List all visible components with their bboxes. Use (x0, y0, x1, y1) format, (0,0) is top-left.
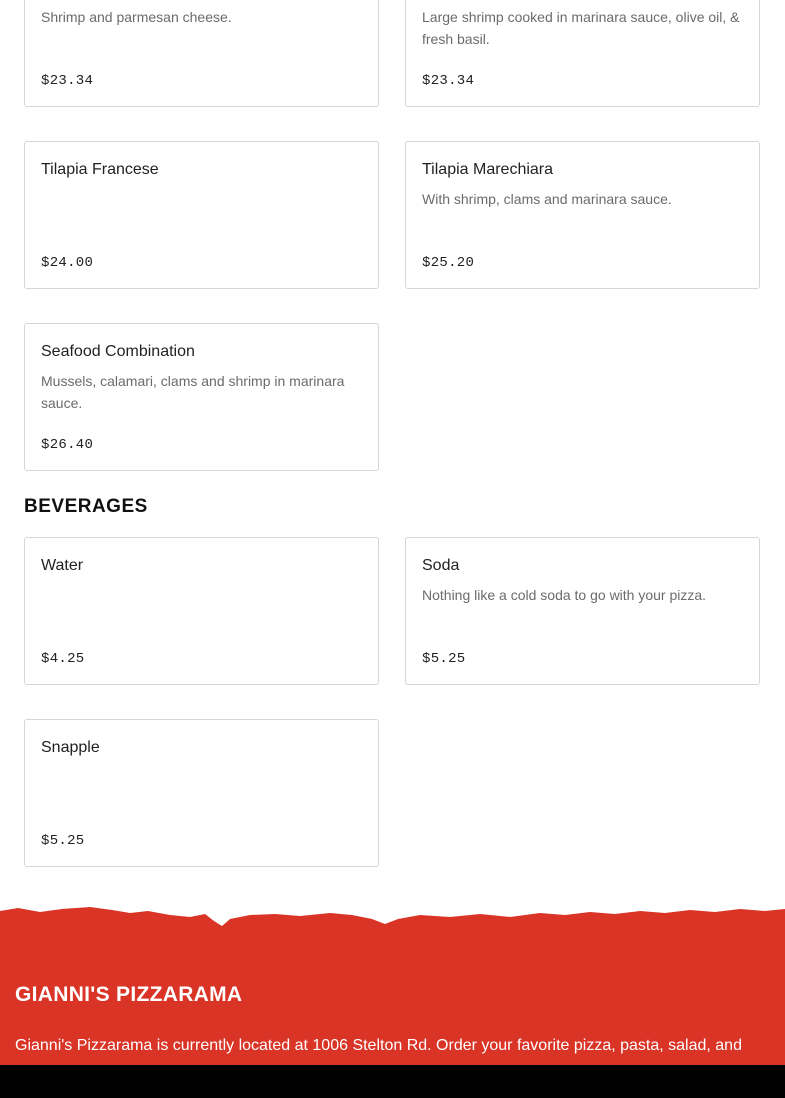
menu-item-price: $5.25 (41, 833, 85, 849)
menu-item-card[interactable] (24, 141, 379, 289)
menu-item-name: Seafood Combination (41, 343, 195, 360)
menu-item-name: Tilapia Francese (41, 161, 159, 178)
footer-brand-title: GIANNI'S PIZZARAMA (15, 983, 243, 1006)
menu-item-price: $24.00 (41, 255, 94, 271)
menu-item-card[interactable] (24, 323, 379, 471)
bottom-bar (0, 1065, 785, 1098)
menu-item-description: With shrimp, clams and marinara sauce. (422, 191, 672, 207)
menu-item-card[interactable] (24, 537, 379, 685)
menu-item-price: $23.34 (422, 73, 475, 89)
menu-item-description: Shrimp and parmesan cheese. (41, 9, 232, 25)
menu-item-name: Water (41, 557, 84, 574)
menu-item-price: $5.25 (422, 651, 466, 667)
menu-item-card[interactable] (405, 141, 760, 289)
menu-item-card[interactable] (405, 537, 760, 685)
footer-description: Gianni's Pizzarama is currently located at 1006 Stelton Rd. Order your favorite pizza, pasta, salad, and (15, 1037, 742, 1054)
menu-item-description: Nothing like a cold soda to go with your pizza. (422, 587, 707, 603)
menu-item-name: Tilapia Marechiara (422, 161, 554, 178)
section-title-beverages: BEVERAGES (24, 496, 148, 517)
menu-item-description: Mussels, calamari, clams and shrimp in marinara sauce. (41, 373, 345, 411)
menu-item-price: $4.25 (41, 651, 85, 667)
menu-item-card[interactable] (24, 719, 379, 867)
menu-item-price: $26.40 (41, 437, 94, 453)
menu-item-description: Large shrimp cooked in marinara sauce, olive oil, & fresh basil. (422, 9, 740, 47)
menu-item-card[interactable] (24, 0, 379, 107)
menu-item-price: $23.34 (41, 73, 94, 89)
menu-item-name: Soda (422, 557, 460, 574)
menu-item-name: Snapple (41, 739, 100, 756)
menu-item-price: $25.20 (422, 255, 475, 271)
menu-item-card[interactable] (405, 0, 760, 107)
